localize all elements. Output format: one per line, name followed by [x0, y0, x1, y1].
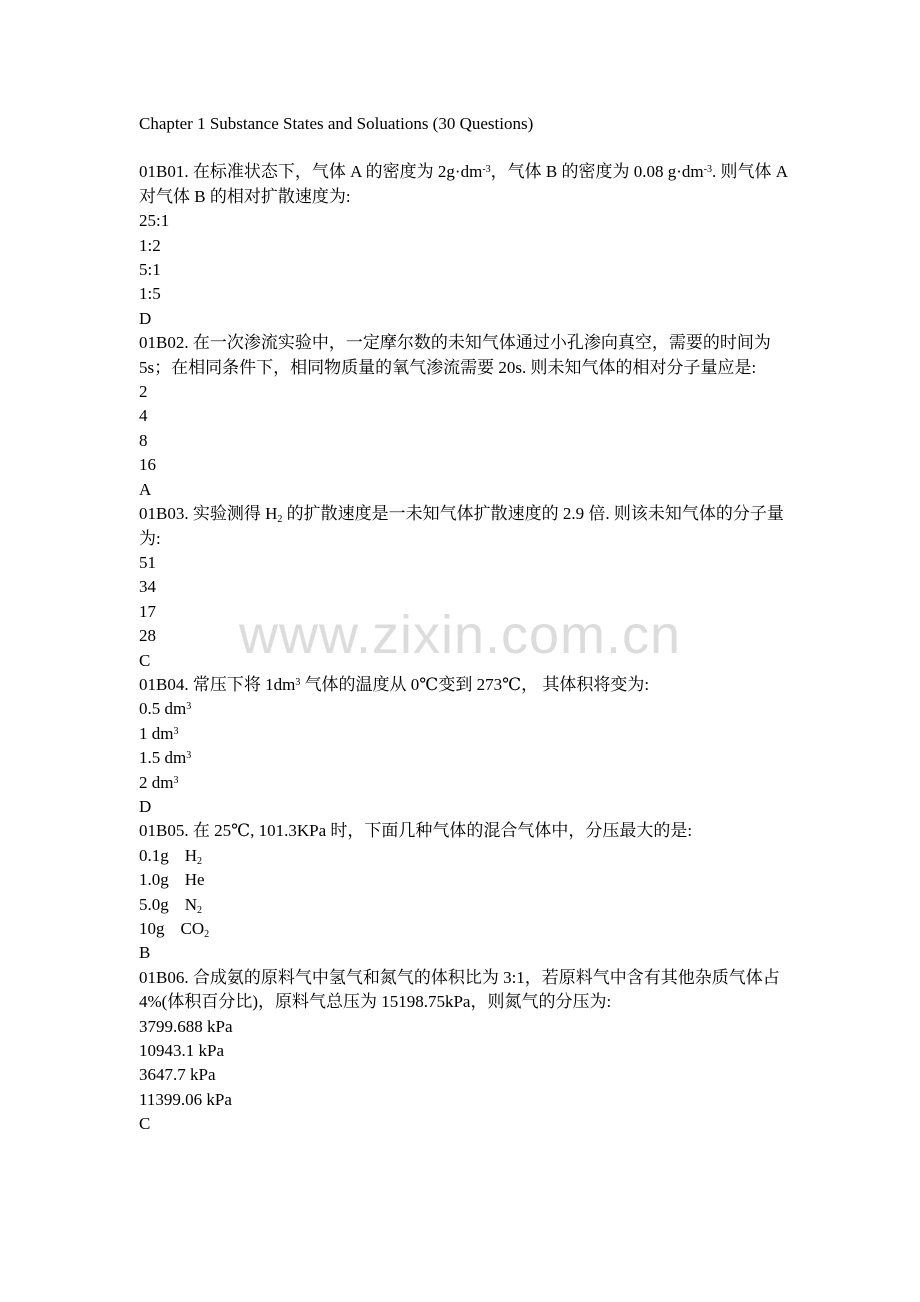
question-01B01 [139, 160, 799, 331]
option [139, 893, 799, 917]
option-mass: 5.0g [139, 894, 169, 914]
superscript: 3 [173, 774, 179, 786]
option-gas: CO [180, 919, 205, 938]
option [139, 917, 799, 941]
option-value: 1 dm [139, 723, 174, 743]
option [139, 771, 799, 795]
question-stem: 01B05. 在 25℃, 101.3KPa 时，下面几种气体的混合气体中，分压最大的是: [139, 821, 693, 841]
subscript: 2 [204, 929, 210, 940]
option: 8 [139, 430, 148, 450]
superscript: 3 [186, 750, 192, 762]
option-gas: N [184, 894, 198, 914]
option: 16 [139, 455, 156, 475]
option-gas: H [184, 845, 198, 865]
question-01B04 [139, 673, 799, 819]
option: 51 [139, 552, 156, 572]
subscript: 2 [197, 855, 203, 867]
stem-text: 气体的温度从 0℃变到 273℃， 其体积将变为: [300, 674, 650, 694]
answer: A [139, 479, 152, 499]
answer: C [139, 650, 151, 670]
answer: D [139, 796, 152, 816]
question-stem [139, 502, 799, 551]
option-mass: 1.0g [139, 870, 169, 890]
stem-text: 01B03. 实验测得 H [139, 504, 278, 524]
option: 1:5 [139, 284, 161, 304]
answer: C [139, 1114, 151, 1134]
stem-text: 01B01. 在标准状态下，气体 A 的密度为 2g·dm [139, 162, 483, 182]
superscript: 3 [173, 725, 179, 737]
question-01B05 [139, 819, 799, 965]
option: 4 [139, 406, 148, 426]
answer: D [139, 308, 152, 328]
option: 2 [139, 382, 148, 402]
question-01B06 [139, 966, 799, 1137]
superscript: 3 [186, 701, 192, 713]
option: 10943.1 kPa [139, 1041, 224, 1061]
option-value: 0.5 dm [139, 699, 187, 719]
option-value: 1.5 dm [139, 748, 187, 768]
superscript: 3 [295, 676, 301, 688]
question-01B02 [139, 331, 799, 502]
option: 1:2 [139, 235, 161, 255]
option: 3647.7 kPa [139, 1065, 216, 1085]
stem-text: . 则气体 A 对气体 B 的相对扩散速度为: [139, 162, 788, 206]
option-gas: He [184, 870, 205, 890]
option [139, 868, 799, 892]
option-mass: 10g [139, 919, 165, 938]
subscript: 2 [277, 514, 283, 526]
question-01B03 [139, 502, 799, 673]
option: 11399.06 kPa [139, 1089, 232, 1109]
chapter-title: Chapter 1 Substance States and Soluations (30 Questions) [139, 114, 534, 133]
option [139, 722, 799, 746]
option [139, 844, 799, 868]
question-stem: 01B06. 合成氨的原料气中氢气和氮气的体积比为 3:1，若原料气中含有其他杂质气体占 4%(体积百分比)，原料气总压为 15198.75kPa，则氮气的分压为: [139, 967, 780, 1012]
option [139, 697, 799, 721]
subscript: 2 [197, 904, 203, 916]
stem-text: 01B04. 常压下将 1dm [139, 674, 296, 694]
option: 25:1 [139, 211, 170, 231]
question-stem [139, 160, 799, 209]
option: 5:1 [139, 260, 161, 280]
option-value: 2 dm [139, 772, 174, 792]
document-page [139, 112, 799, 1137]
option-mass: 0.1g [139, 845, 169, 865]
superscript: -3 [703, 164, 712, 176]
stem-text: 的扩散速度是一未知气体扩散速度的 2.9 倍. 则该未知气体的分子量为: [139, 504, 784, 548]
option: 17 [139, 601, 156, 621]
question-stem [139, 673, 799, 697]
answer: B [139, 943, 151, 963]
option: 28 [139, 626, 156, 646]
watermark: www.zixin.com.cn [238, 605, 682, 665]
option: 34 [139, 577, 156, 597]
question-stem: 01B02. 在一次渗流实验中，一定摩尔数的未知气体通过小孔渗向真空，需要的时间为 5s；在相同条件下，相同物质量的氧气渗流需要 20s. 则未知气体的相对分子量应是: [139, 333, 771, 377]
stem-text: ，气体 B 的密度为 0.08 g·dm [490, 162, 704, 182]
option: 3799.688 kPa [139, 1016, 233, 1036]
option [139, 746, 799, 770]
superscript: -3 [482, 164, 491, 176]
